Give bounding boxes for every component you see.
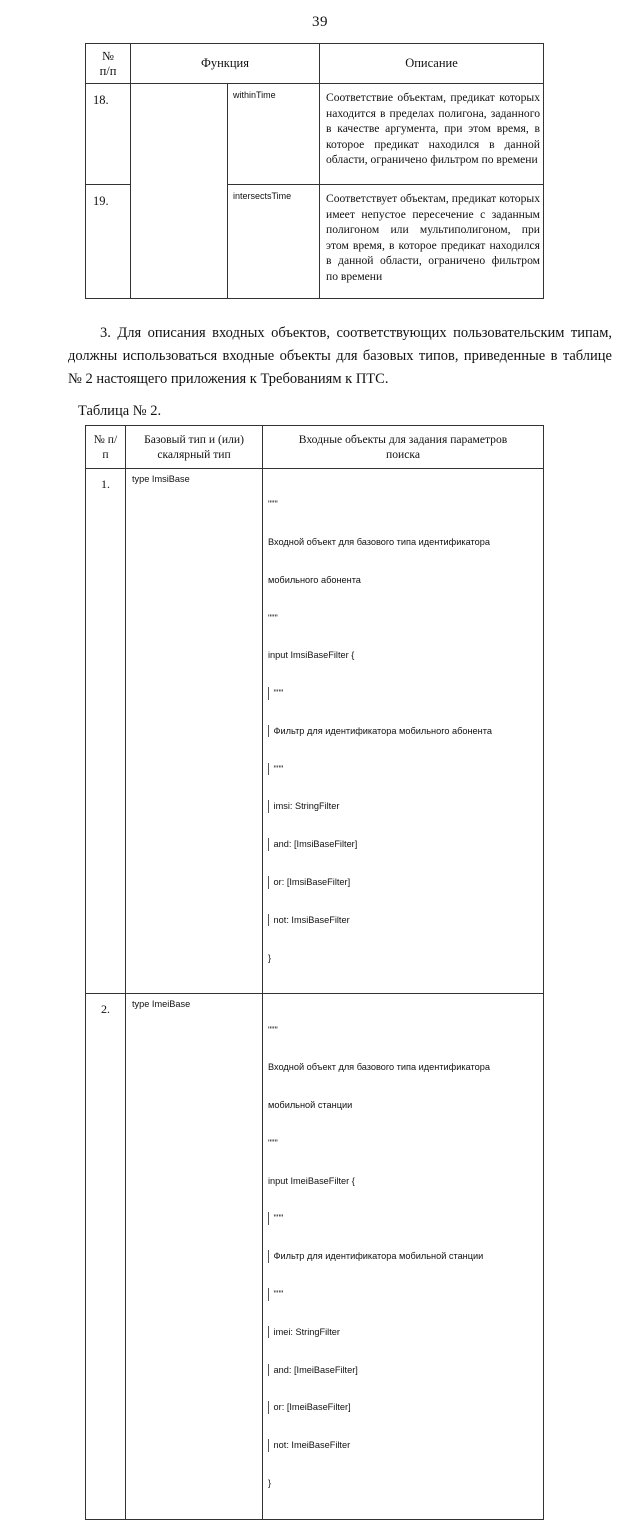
function-description: Соответствие объектам, предикат которых находится в пределах полигона, заданного в качестве аргумента, при этом время, в которое предикат находился в данной области, ограничено фильтром по времени <box>320 84 544 185</box>
code-line: Фильтр для идентификатора мобильного абонента <box>268 725 539 738</box>
code-line: мобильной станции <box>268 1100 353 1111</box>
table-header-row <box>86 426 544 469</box>
group-cell <box>131 84 228 299</box>
base-type: type ImeiBase <box>126 994 263 1519</box>
code-line: } <box>268 952 272 963</box>
function-name: withinTime <box>228 84 320 185</box>
code-block <box>263 994 544 1519</box>
table-row <box>86 994 544 1519</box>
code-line: or: [ImeiBaseFilter] <box>268 1401 539 1414</box>
code-line: Входной объект для базового типа идентификатора <box>268 1062 490 1073</box>
row-num: 1. <box>86 469 126 994</box>
function-description: Соответствует объектам, предикат которых имеет непустое пересечение с заданным полигоном или мультиполигоном, при этом время, в которое предикат находился в данной области, ограничено фильтром по времени <box>320 185 544 299</box>
col-header-num-label: № п/п <box>93 433 118 461</box>
code-line: Фильтр для идентификатора мобильной станции <box>268 1250 539 1263</box>
code-line: """ <box>268 499 278 510</box>
code-line: мобильного абонента <box>268 574 361 585</box>
row-num: 18. <box>86 84 131 185</box>
functions-table <box>85 43 544 299</box>
paragraph-3: 3. Для описания входных объектов, соответствующих пользовательским типам, должны использоваться входные объекты для базовых типов, приведенные в таблице № 2 настоящего приложения к Требованиям к ПТС. <box>68 325 612 387</box>
col-header-base-type <box>126 426 263 469</box>
code-line: Входной объект для базового типа идентификатора <box>268 536 490 547</box>
code-line: """ <box>268 1024 278 1035</box>
code-line: """ <box>268 1288 539 1301</box>
table-header-row <box>86 44 544 84</box>
code-line: } <box>268 1477 272 1488</box>
col-header-function-label: Функция <box>200 56 250 70</box>
code-line: input ImeiBaseFilter { <box>268 1175 355 1186</box>
table2-caption: Таблица № 2. <box>78 403 162 419</box>
table-row <box>86 84 544 185</box>
code-line: """ <box>268 1137 278 1148</box>
code-line: imsi: StringFilter <box>268 800 539 813</box>
col-header-description <box>320 44 544 84</box>
code-line: and: [ImeiBaseFilter] <box>268 1364 539 1377</box>
col-header-input-objects <box>263 426 544 469</box>
page-number: 39 <box>312 14 328 30</box>
col-header-description-label: Описание <box>405 56 458 70</box>
row-num: 2. <box>86 994 126 1519</box>
col-header-base-type-label: Базовый тип и (или) скалярный тип <box>144 433 244 461</box>
code-line: """ <box>268 612 278 623</box>
function-name: intersectsTime <box>228 185 320 299</box>
base-type: type ImsiBase <box>126 469 263 994</box>
col-header-num <box>86 426 126 469</box>
col-header-num <box>86 44 131 84</box>
code-line: not: ImsiBaseFilter <box>268 914 539 927</box>
base-types-table <box>85 425 544 1520</box>
code-line: """ <box>268 763 539 776</box>
code-block <box>263 469 544 994</box>
code-line: and: [ImsiBaseFilter] <box>268 838 539 851</box>
code-line: not: ImeiBaseFilter <box>268 1439 539 1452</box>
col-header-input-objects-label: Входные объекты для задания параметров поиска <box>298 433 508 461</box>
code-line: """ <box>268 1212 539 1225</box>
row-num: 19. <box>86 185 131 299</box>
col-header-function <box>131 44 320 84</box>
code-line: or: [ImsiBaseFilter] <box>268 876 539 889</box>
col-header-num-label: № п/п <box>99 48 117 78</box>
code-line: imei: StringFilter <box>268 1326 539 1339</box>
code-line: input ImsiBaseFilter { <box>268 650 355 661</box>
code-line: """ <box>268 687 539 700</box>
table-row <box>86 469 544 994</box>
